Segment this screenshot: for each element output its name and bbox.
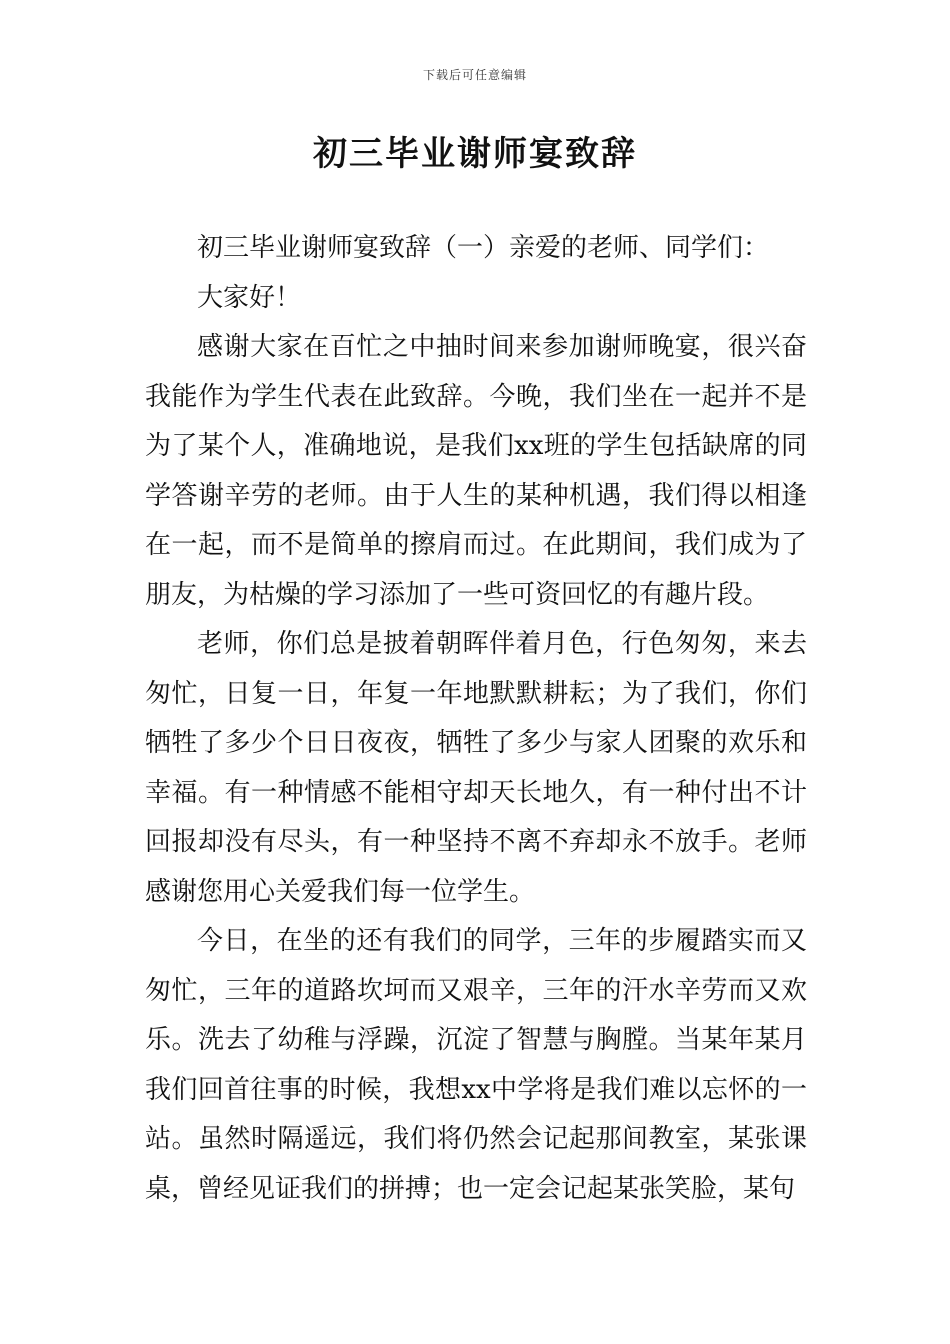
greeting-paragraph: 初三毕业谢师宴致辞（一）亲爱的老师、同学们： — [197, 233, 770, 263]
salutation-paragraph: 大家好！ — [197, 282, 302, 313]
body-paragraph-3: 今日，在坐的还有我们的同学，三年的步履踏实而又匆忙，三年的道路坎坷而又艰辛，三年的汗水辛劳而又欢乐。洗去了幼稚与浮躁，沉淀了智慧与胸膛。当某年某月我们回首往事的时候，我想xx中学将是我们难以忘怀的一站。虽然时隔遥远，我们将仍然会记起那间教室，某张课桌，曾经见证我们的拼搏；也一定会记起某张笑脸，某句 — [145, 926, 807, 1204]
document-body — [145, 224, 807, 1214]
body-paragraph-1: 感谢大家在百忙之中抽时间来参加谢师晚宴，很兴奋我能作为学生代表在此致辞。今晚，我们坐在一起并不是为了某个人，准确地说，是我们xx班的学生包括缺席的同学答谢辛劳的老师。由于人生的某种机遇，我们得以相逢在一起，而不是简单的擦肩而过。在此期间，我们成为了朋友，为枯燥的学习添加了一些可资回忆的有趣片段。 — [145, 332, 807, 610]
body-paragraph-2: 老师，你们总是披着朝晖伴着月色，行色匆匆，来去匆忙，日复一日，年复一年地默默耕耘；为了我们，你们牺牲了多少个日日夜夜，牺牲了多少与家人团聚的欢乐和幸福。有一种情感不能相守却天长地久，有一种付出不计回报却没有尽头，有一种坚持不离不弃却永不放手。老师感谢您用心关爱我们每一位学生。 — [145, 629, 807, 907]
document-title: 初三毕业谢师宴致辞 — [313, 134, 637, 174]
header-note: 下载后可任意编辑 — [422, 68, 527, 82]
